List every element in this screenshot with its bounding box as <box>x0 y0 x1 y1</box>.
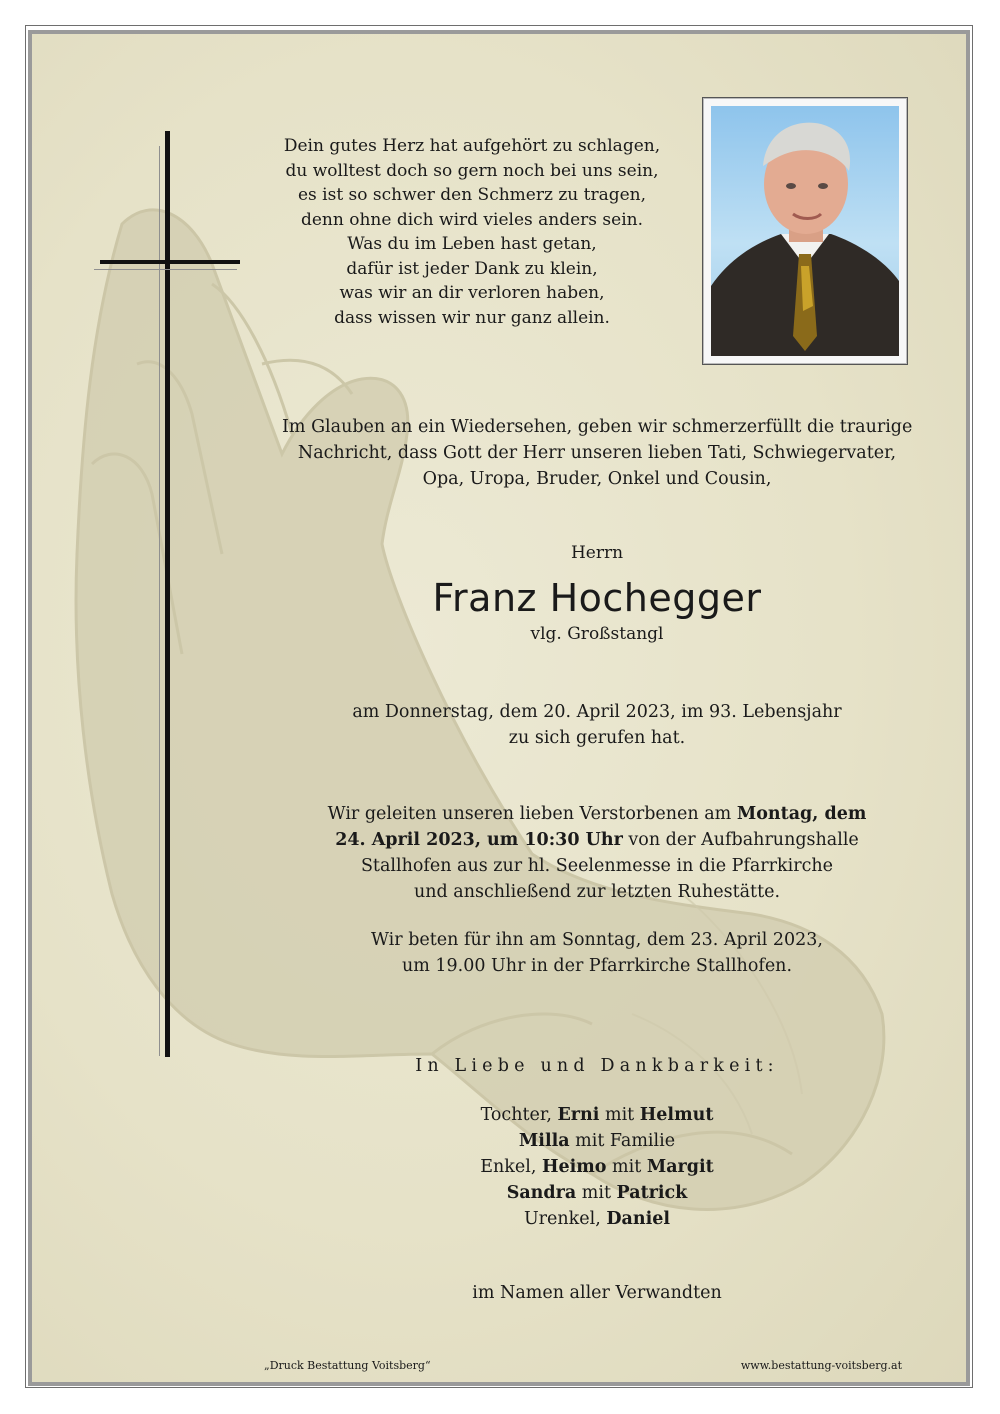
portrait-frame <box>702 97 908 365</box>
mourner-text: Tochter, <box>480 1105 558 1125</box>
death-line: zu sich gerufen hat. <box>508 728 686 748</box>
portrait-illustration <box>711 106 899 356</box>
footer-printer: „Druck Bestattung Voitsberg“ <box>264 1359 431 1372</box>
mourner-name: Patrick <box>616 1183 688 1203</box>
prayer-line: Wir beten für ihn am Sonntag, dem 23. April 2023, <box>371 930 823 950</box>
mourner-name: Erni <box>557 1105 600 1125</box>
mourner-text: Enkel, <box>480 1157 542 1177</box>
deceased-name: Franz Hochegger <box>432 576 762 620</box>
mourner-row <box>362 1128 832 1154</box>
death-line: am Donnerstag, dem 20. April 2023, im 93. Lebensjahr <box>352 702 842 722</box>
poem-line: dafür ist jeder Dank zu klein, <box>346 258 598 279</box>
mourner-text: mit Familie <box>569 1131 676 1151</box>
mourner-row <box>362 1180 832 1206</box>
death-notice <box>312 699 882 751</box>
intro-text <box>282 414 912 492</box>
mourner-row <box>362 1154 832 1180</box>
mourner-name: Daniel <box>606 1209 671 1229</box>
poem-line: du wolltest doch so gern noch bei uns sein, <box>285 160 659 181</box>
mourner-name: Milla <box>518 1131 570 1151</box>
mourner-row <box>362 1206 832 1232</box>
cross-horizontal-beam <box>100 260 240 264</box>
mourners-list <box>362 1102 832 1232</box>
portrait-photo <box>711 106 899 356</box>
poem <box>272 134 672 330</box>
funeral-date-bold: Montag, dem <box>736 804 867 824</box>
mourner-text: mit <box>599 1105 640 1125</box>
mourner-name: Helmut <box>639 1105 714 1125</box>
funeral-line: Stallhofen aus zur hl. Seelenmesse in die Pfarrkirche <box>360 856 834 876</box>
funeral-line <box>302 801 892 827</box>
cross-shadow-horizontal <box>94 269 237 270</box>
prayer-line: um 19.00 Uhr in der Pfarrkirche Stallhofen. <box>401 956 793 976</box>
intro-line: Nachricht, dass Gott der Herr unseren lieben Tati, Schwiegervater, <box>297 443 897 463</box>
prayer-info <box>322 927 872 979</box>
vulgo-name: vlg. Großstangl <box>530 624 664 644</box>
funeral-text: Wir geleiten unseren lieben Verstorbenen am <box>327 804 737 824</box>
mourner-text: mit <box>576 1183 617 1203</box>
mourner-text: Urenkel, <box>523 1209 607 1229</box>
footer-website: www.bestattung-voitsberg.at <box>740 1359 902 1372</box>
closing-phrase: In Liebe und Dankbarkeit: <box>415 1056 779 1076</box>
family-note: im Namen aller Verwandten <box>472 1283 722 1303</box>
mourner-name: Margit <box>646 1157 714 1177</box>
poem-line: Dein gutes Herz hat aufgehört zu schlagen, <box>283 136 661 156</box>
poem-line: denn ohne dich wird vieles anders sein. <box>300 209 644 230</box>
obituary-card <box>28 30 970 1386</box>
funeral-text: von der Aufbahrungshalle <box>622 830 859 850</box>
cross-shadow-vertical <box>159 146 160 1056</box>
poem-line: es ist so schwer den Schmerz zu tragen, <box>297 185 647 205</box>
intro-line: Opa, Uropa, Bruder, Onkel und Cousin, <box>422 469 772 489</box>
poem-line: dass wissen wir nur ganz allein. <box>334 307 610 328</box>
mourner-row <box>362 1102 832 1128</box>
poem-line: was wir an dir verloren haben, <box>339 283 605 303</box>
mourner-text: mit <box>606 1157 647 1177</box>
intro-line: Im Glauben an ein Wiedersehen, geben wir schmerzerfüllt die traurige <box>282 417 913 437</box>
funeral-line: und anschließend zur letzten Ruhestätte. <box>413 882 781 902</box>
mourner-name: Sandra <box>506 1183 577 1203</box>
mourner-name: Heimo <box>541 1157 607 1177</box>
funeral-line <box>302 827 892 853</box>
honorific: Herrn <box>570 543 624 563</box>
funeral-time-bold: 24. April 2023, um 10:30 Uhr <box>335 830 623 850</box>
poem-line: Was du im Leben hast getan, <box>347 234 597 254</box>
funeral-info <box>302 801 892 905</box>
